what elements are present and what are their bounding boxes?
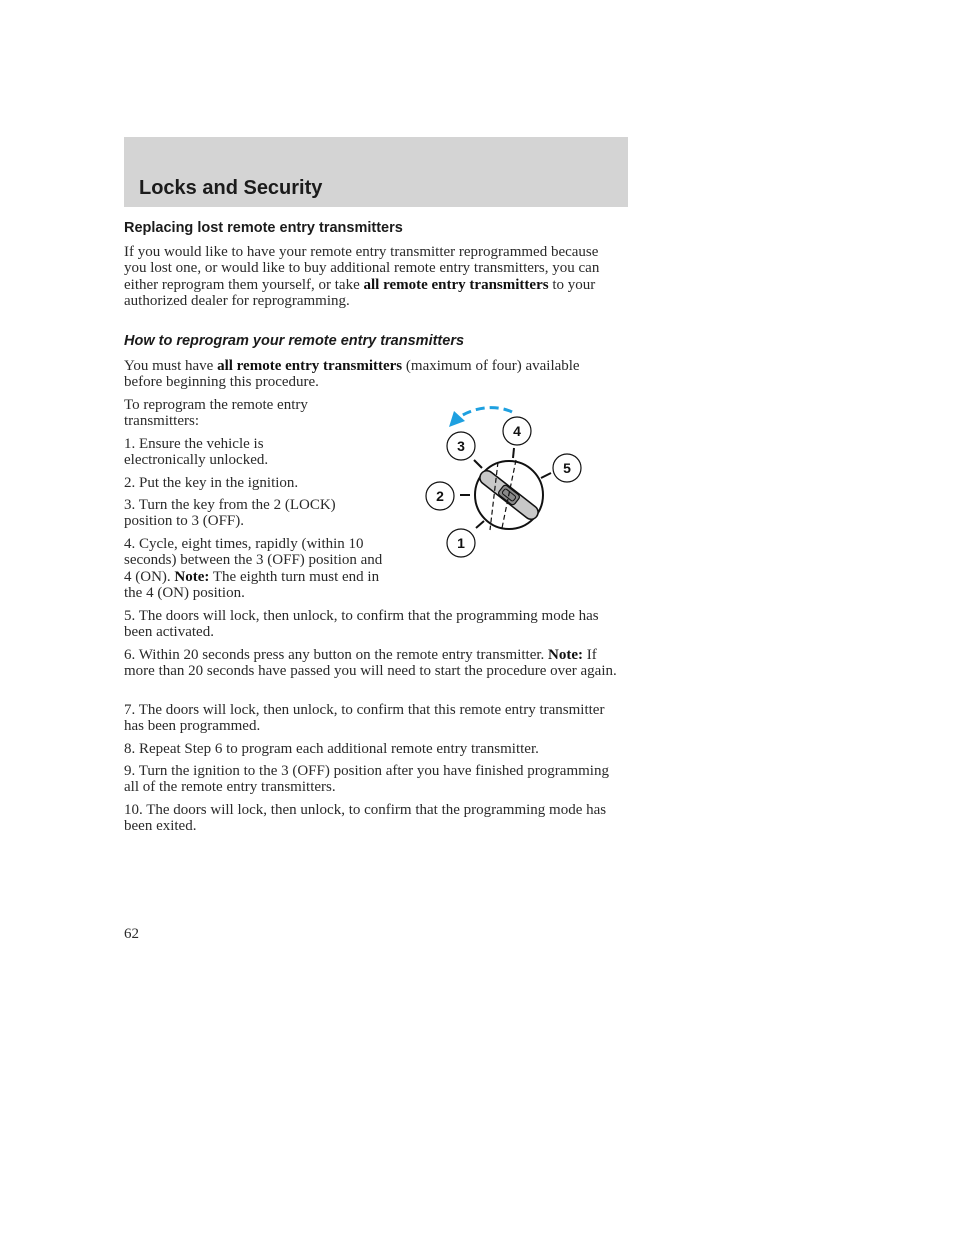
step-4: 4. Cycle, eight times, rapidly (within 10 seconds) between the 3 (OFF) position and 4 (ON). Note: The eighth turn must end in the 4 (ON) position. bbox=[124, 536, 383, 601]
svg-text:1: 1 bbox=[457, 535, 465, 551]
position-badge-2 bbox=[426, 482, 454, 510]
step-4-note-label: Note: bbox=[174, 568, 210, 585]
tick-4 bbox=[513, 448, 514, 458]
position-badge-1 bbox=[447, 529, 475, 557]
must-have-paragraph: You must have all remote entry transmitters (maximum of four) available before beginning this procedure. bbox=[124, 358, 580, 391]
step-6: 6. Within 20 seconds press any button on the remote entry transmitter. Note: If more than 20 seconds have passed you will need to start the procedure over again. bbox=[124, 647, 617, 680]
procedure-intro: To reprogram the remote entry transmitters: bbox=[124, 397, 308, 430]
svg-text:2: 2 bbox=[436, 488, 444, 504]
step-10: 10. The doors will lock, then unlock, to confirm that the programming mode has been exited. bbox=[124, 802, 607, 835]
step-7: 7. The doors will lock, then unlock, to confirm that this remote entry transmitter has been programmed. bbox=[124, 702, 605, 735]
svg-text:4: 4 bbox=[513, 423, 521, 439]
procedure-heading: How to reprogram your remote entry transmitters bbox=[124, 333, 465, 349]
tick-3 bbox=[474, 460, 482, 468]
step-8: 8. Repeat Step 6 to program each additional remote entry transmitter. bbox=[124, 741, 539, 757]
ignition-position-diagram bbox=[420, 400, 600, 565]
position-badge-4 bbox=[503, 417, 531, 445]
page-number: 62 bbox=[124, 926, 139, 942]
step-3: 3. Turn the key from the 2 (LOCK) position to 3 (OFF). bbox=[124, 497, 336, 530]
step-9: 9. Turn the ignition to the 3 (OFF) position after you have finished programming all of the remote entry transmitters. bbox=[124, 763, 609, 796]
position-badge-3 bbox=[447, 432, 475, 460]
section-heading: Replacing lost remote entry transmitters bbox=[124, 220, 403, 236]
turn-direction-arrow bbox=[458, 408, 512, 418]
position-badge-5 bbox=[553, 454, 581, 482]
page-title: Locks and Security bbox=[139, 177, 323, 199]
step-2: 2. Put the key in the ignition. bbox=[124, 475, 299, 491]
step-1: 1. Ensure the vehicle is electronically unlocked. bbox=[124, 436, 269, 469]
tick-1 bbox=[476, 521, 484, 528]
intro-paragraph: If you would like to have your remote entry transmitter reprogrammed because you lost one, or would like to buy additional remote entry transmitters, you can either reprogram them yourself, or take all remote entry transmitters to your authorized dealer for reprogramming. bbox=[124, 244, 600, 309]
svg-text:3: 3 bbox=[457, 438, 465, 454]
step-6-note-label: Note: bbox=[548, 647, 584, 663]
tick-5 bbox=[541, 473, 551, 478]
step-5: 5. The doors will lock, then unlock, to confirm that the programming mode has been activated. bbox=[124, 608, 599, 641]
svg-text:5: 5 bbox=[563, 460, 571, 476]
